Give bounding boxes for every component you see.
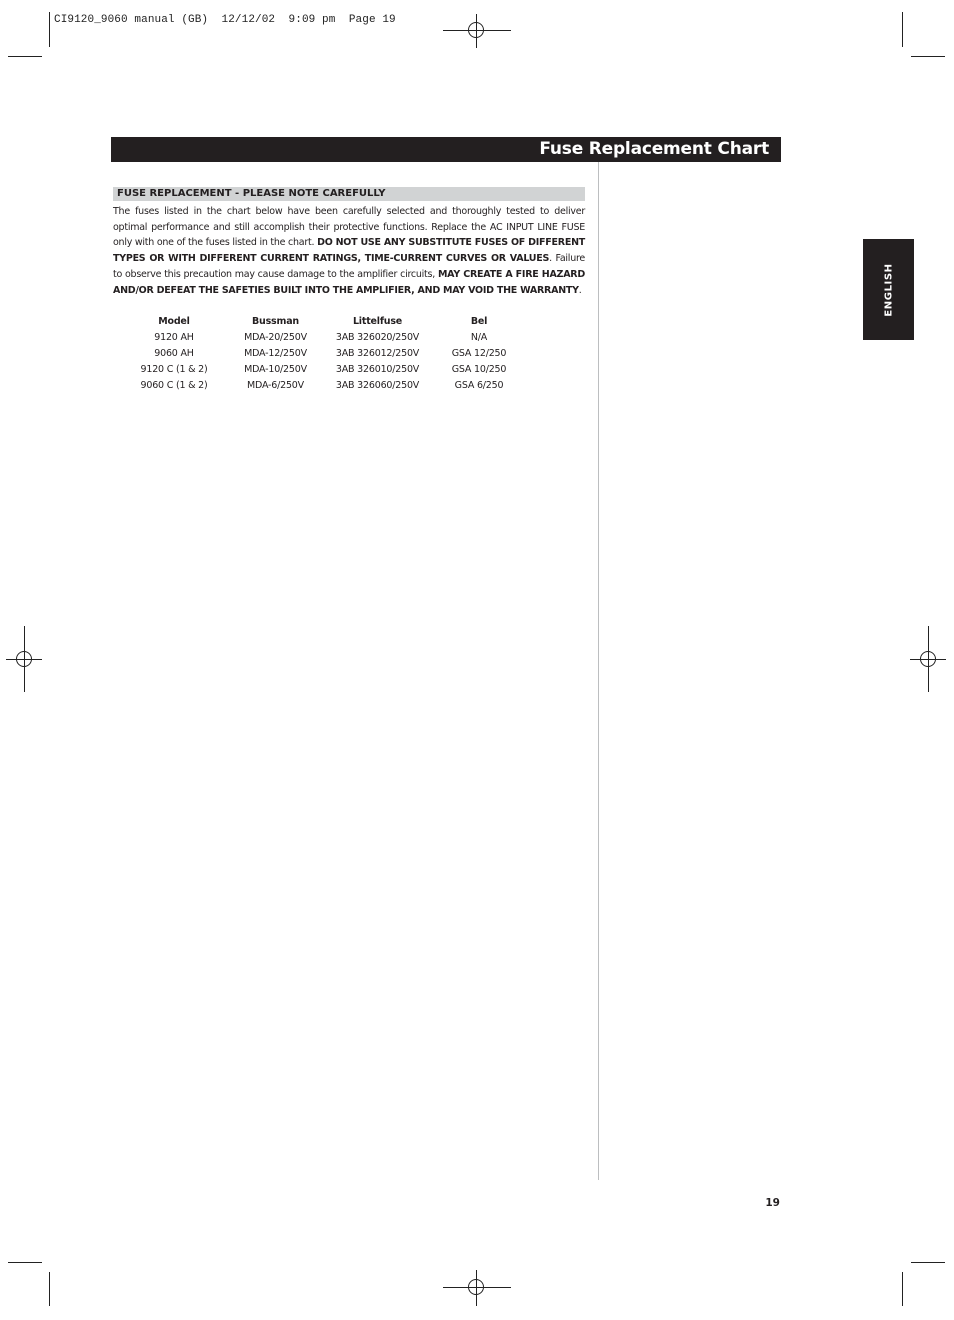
page-title: Fuse Replacement Chart — [539, 139, 769, 159]
registration-mark-icon — [468, 1279, 484, 1295]
column-header-bel: Bel — [470, 316, 488, 327]
cell-littelfuse: 3AB 326012/250V — [335, 348, 420, 359]
column-header-littelfuse: Littelfuse — [352, 316, 403, 327]
fuse-table — [124, 314, 530, 394]
crop-mark — [8, 56, 42, 57]
cell-bussman: MDA-12/250V — [244, 348, 307, 359]
cell-model: 9120 AH — [154, 332, 194, 343]
registration-mark-icon — [920, 651, 936, 667]
cell-bel: N/A — [470, 332, 488, 343]
crop-mark — [911, 1262, 945, 1263]
cell-bussman: MDA-6/250V — [247, 380, 304, 391]
cell-bussman: MDA-10/250V — [244, 364, 307, 375]
registration-mark-icon — [468, 22, 484, 38]
crop-mark — [8, 1262, 42, 1263]
cell-littelfuse: 3AB 326020/250V — [335, 332, 420, 343]
table-row — [124, 346, 530, 362]
section-heading-bar — [113, 187, 585, 201]
cell-model: 9060 AH — [154, 348, 194, 359]
crop-mark — [49, 1272, 50, 1306]
cell-bel: GSA 6/250 — [454, 380, 504, 391]
cell-littelfuse: 3AB 326010/250V — [335, 364, 420, 375]
column-header-model: Model — [158, 316, 190, 327]
notice-text: . — [578, 284, 582, 296]
notice-warning-text: DO NOT USE ANY SUBSTITUTE FUSES OF DIFFERENT TYPES OR WITH DIFFERENT CURRENT RATINGS, TIME-CURRENT CURVES OR VALUES — [113, 237, 585, 265]
notice-warning-text: MAY CREATE A FIRE HAZARD AND/OR DEFEAT THE SAFETIES BUILT INTO THE AMPLIFIER, AND MAY VOID THE WARRANTY — [113, 268, 585, 296]
cell-model: 9120 C (1 & 2) — [140, 364, 208, 375]
notice-text: . Failure to observe this precaution may cause damage to the amplifier circuits, — [113, 253, 586, 280]
notice-text: The fuses listed in the chart below have been carefully selected and thoroughly tested to deliver optimal performance and still accomplish their protective functions. Replace the AC INPUT LINE FUSE only with one of the fuses listed in the chart. — [113, 206, 585, 249]
table-header-row — [124, 314, 530, 330]
language-tab-label: ENGLISH — [883, 262, 894, 317]
crop-mark — [911, 56, 945, 57]
crop-mark — [902, 12, 903, 47]
table-row — [124, 362, 530, 378]
table-row — [124, 330, 530, 346]
cell-model: 9060 C (1 & 2) — [140, 380, 208, 391]
table-row — [124, 378, 530, 394]
fuse-notice-paragraph — [113, 204, 585, 298]
language-tab — [863, 239, 914, 340]
page-number: 19 — [765, 1197, 780, 1209]
column-divider — [598, 162, 599, 1180]
section-heading: FUSE REPLACEMENT - PLEASE NOTE CAREFULLY — [117, 188, 386, 199]
crop-mark — [902, 1272, 903, 1306]
cell-bel: GSA 10/250 — [451, 364, 507, 375]
crop-mark — [49, 12, 50, 47]
column-header-bussman: Bussman — [252, 316, 299, 327]
cell-littelfuse: 3AB 326060/250V — [335, 380, 420, 391]
registration-mark-icon — [16, 651, 32, 667]
header-bar — [111, 137, 781, 162]
cell-bussman: MDA-20/250V — [244, 332, 307, 343]
cell-bel: GSA 12/250 — [451, 348, 507, 359]
print-slug: CI9120_9060 manual (GB) 12/12/02 9:09 pm Page 19 — [54, 14, 396, 26]
